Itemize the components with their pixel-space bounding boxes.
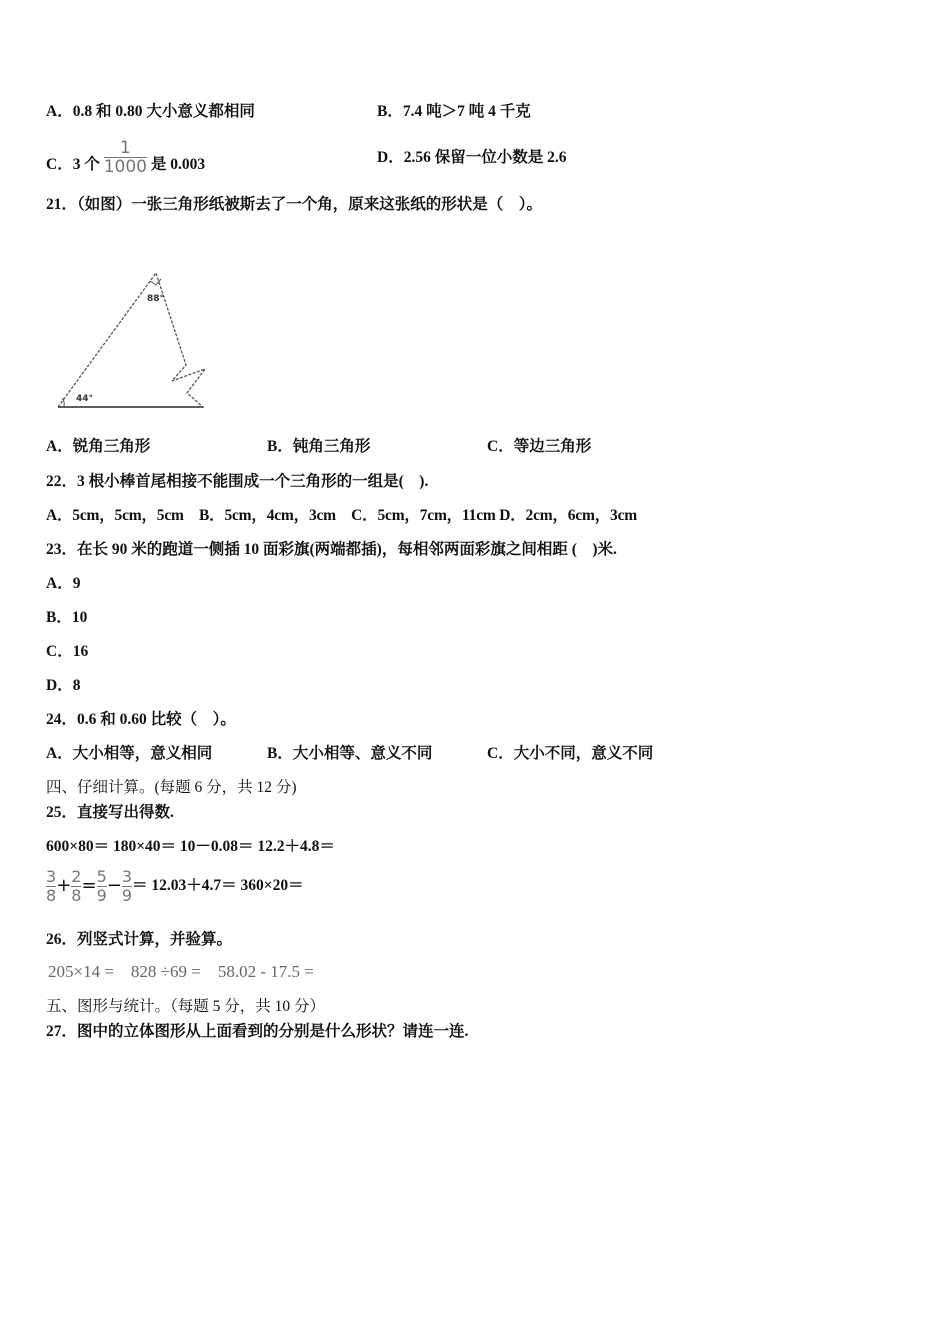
- angle-44-label: 44°: [76, 394, 94, 404]
- q21-question: 21．（如图）一张三角形纸被斯去了一个角，原来这张纸的形状是（ ）。: [46, 196, 543, 213]
- fraction-denominator: 8: [71, 885, 82, 905]
- fraction-numerator: 5: [96, 866, 107, 886]
- angle-88-label: 88°: [147, 294, 165, 304]
- fraction-3-9: [121, 866, 133, 905]
- q20-option-c-prefix: C．3 个: [46, 156, 104, 174]
- q25-row-2-rest: ＝ 12.03＋4.7＝ 360×20＝: [132, 877, 304, 894]
- q20-option-c-suffix: 是 0.003: [146, 156, 206, 174]
- fraction-denominator: 9: [121, 885, 133, 905]
- fraction-3-8: [46, 866, 57, 905]
- fraction-denominator: 9: [96, 885, 107, 905]
- q24-option-a: A．大小相等，意义相同: [46, 745, 213, 762]
- q20-option-d: D．2.56 保留一位小数是 2.6: [377, 149, 567, 166]
- torn-triangle-icon: [50, 265, 215, 415]
- minus-operator: −: [106, 875, 122, 896]
- q26-question: 26．列竖式计算，并验算。: [46, 931, 233, 948]
- q21-option-a: A．锐角三角形: [46, 438, 151, 455]
- q27-question: 27．图中的立体图形从上面看到的分别是什么形状？请连一连.: [46, 1023, 469, 1040]
- fraction-denominator: 8: [46, 885, 57, 905]
- q21-torn-triangle-figure: [50, 265, 215, 415]
- q21-option-c: C．等边三角形: [487, 438, 592, 455]
- section-4-heading: 四、仔细计算。(每题 6 分，共 12 分): [46, 779, 297, 796]
- q24-question: 24．0.6 和 0.60 比较（ ）。: [46, 711, 236, 728]
- q23-option-c: C．16: [46, 643, 89, 660]
- fraction-denominator: 1000: [103, 157, 147, 177]
- q25-row-2: [46, 866, 304, 906]
- equals-operator: =: [81, 875, 97, 896]
- q24-option-b: B．大小相等、意义不同: [267, 745, 433, 762]
- q25-question: 25．直接写出得数.: [46, 804, 174, 821]
- q20-option-b: B．7.4 吨＞7 吨 4 千克: [377, 103, 531, 120]
- q23-option-d: D．8: [46, 677, 81, 694]
- q25-row-1: 600×80＝ 180×40＝ 10－0.08＝ 12.2＋4.8＝: [46, 838, 335, 855]
- section-5-heading: 五、图形与统计。（每题 5 分，共 10 分）: [46, 998, 326, 1015]
- q23-option-b: B．10: [46, 609, 88, 626]
- q26-calculations: 205×14 = 828 ÷69 = 58.02 - 17.5 =: [48, 962, 314, 981]
- q20-option-a: A．0.8 和 0.80 大小意义都相同: [46, 103, 255, 120]
- q22-options: A．5cm，5cm，5cm B．5cm，4cm，3cm C．5cm，7cm，11cm D．2cm，6cm，3cm: [46, 507, 637, 524]
- q22-question: 22．3 根小棒首尾相接不能围成一个三角形的一组是( ).: [46, 473, 429, 490]
- fraction-numerator: 3: [121, 866, 133, 886]
- q23-question: 23．在长 90 米的跑道一侧插 10 面彩旗(两端都插)，每相邻两面彩旗之间相距 ( )米.: [46, 541, 617, 558]
- q20-option-c: [46, 138, 206, 183]
- q23-option-a: A．9: [46, 575, 81, 592]
- fraction-1-1000: [104, 140, 147, 175]
- fraction-numerator: 1: [119, 138, 131, 158]
- plus-operator: +: [56, 875, 72, 896]
- fraction-5-9: [96, 866, 107, 905]
- q21-option-b: B．钝角三角形: [267, 438, 371, 455]
- fraction-numerator: 3: [46, 866, 57, 886]
- q24-option-c: C．大小不同，意义不同: [487, 745, 654, 762]
- fraction-2-8: [71, 866, 82, 905]
- fraction-numerator: 2: [71, 866, 82, 886]
